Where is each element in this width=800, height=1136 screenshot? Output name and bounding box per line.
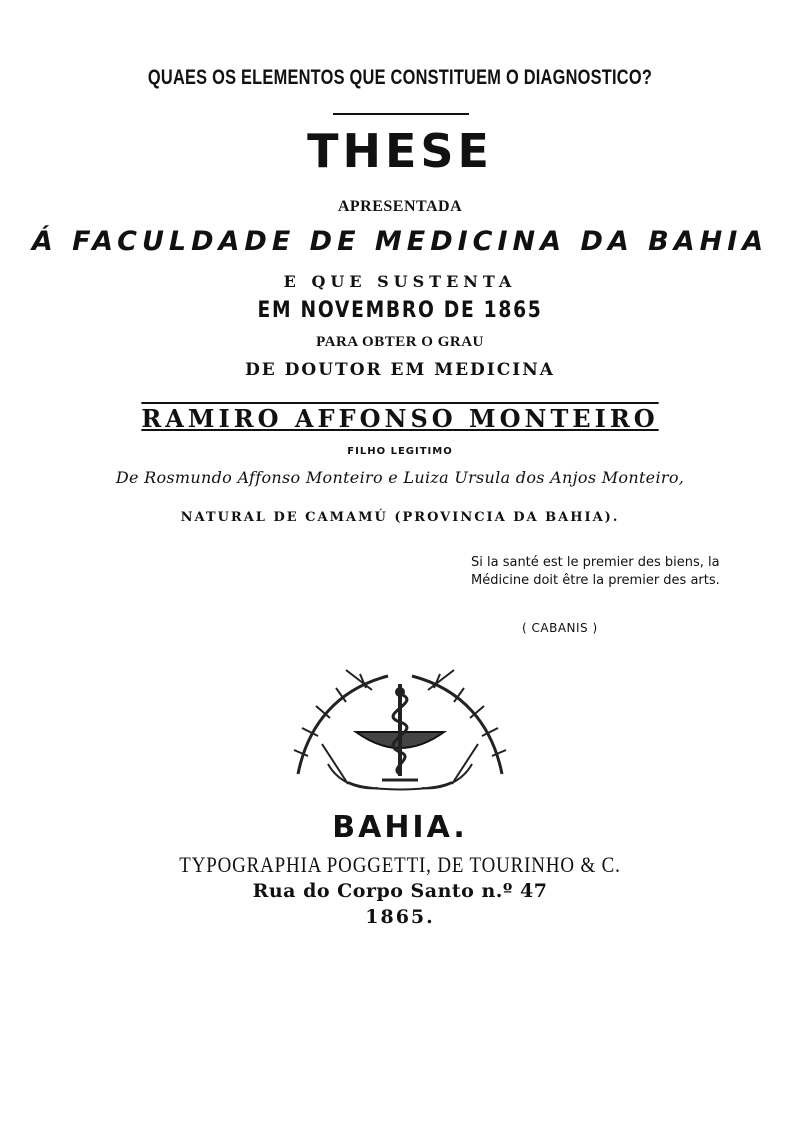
sustained-line: E QUE SUSTENTA: [283, 272, 517, 291]
purpose-line: PARA OBTER O GRAU: [316, 334, 484, 350]
year-line: 1865.: [365, 906, 435, 928]
decorative-rule: [333, 113, 469, 115]
address-line: Rua do Corpo Santo n.º 47: [252, 880, 548, 902]
parents-line: De Rosmundo Affonso Monteiro e Luiza Ursula dos Anjos Monteiro,: [115, 468, 685, 487]
epigraph-author: ( CABANIS ): [522, 621, 598, 635]
rod-of-asclepius-emblem: [278, 664, 522, 800]
son-of-line: FILHO LEGITIMO: [347, 446, 453, 457]
printer-line: TYPOGRAPHIA POGGETTI, DE TOURINHO & C.: [179, 852, 621, 877]
author-name: RAMIRO AFFONSO MONTEIRO: [141, 404, 659, 433]
city-line: BAHIA.: [332, 810, 468, 845]
epigraph-quote: Si la santé est le premier des biens, la Médicine doit être la premier des arts.: [471, 555, 720, 588]
thesis-question: QUAES OS ELEMENTOS QUE CONSTITUEM O DIAGNOSTICO?: [147, 66, 653, 89]
date-line: EM NOVEMBRO DE 1865: [257, 298, 543, 323]
faculty-line: Á FACULDADE DE MEDICINA DA BAHIA: [31, 226, 769, 257]
degree-line: DE DOUTOR EM MEDICINA: [245, 360, 555, 380]
presented-line: APRESENTADA: [337, 198, 463, 215]
origin-line: NATURAL DE CAMAMÚ (PROVINCIA DA BAHIA).: [180, 510, 620, 525]
thesis-heading: THESE: [307, 124, 493, 178]
